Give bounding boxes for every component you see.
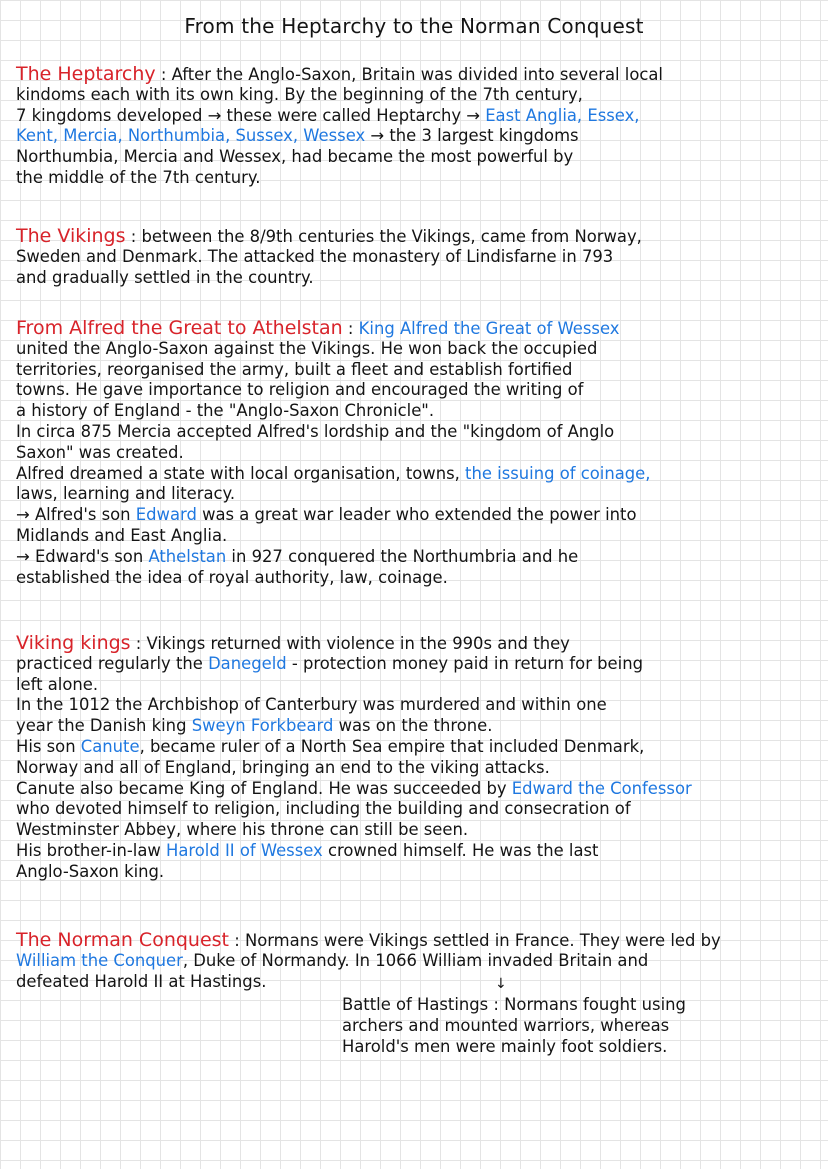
text-segment: : Vikings returned with violence in the 990s and they <box>130 634 570 653</box>
highlighted-term: King Alfred the Great of Wessex <box>358 319 620 338</box>
text-line <box>16 380 816 401</box>
section-norman-conquest <box>16 930 816 992</box>
text-segment: In circa 875 Mercia accepted Alfred's lordship and the "kingdom of Anglo <box>16 421 615 441</box>
text-segment: Westminster Abbey, where his throne can still be seen. <box>16 820 469 840</box>
section-heading: The Heptarchy <box>16 63 156 85</box>
text-line <box>16 547 816 568</box>
text-line <box>16 126 816 147</box>
text-line <box>16 675 816 696</box>
text-segment: Anglo-Saxon king. <box>16 861 165 881</box>
text-line <box>16 930 816 951</box>
text-line <box>16 106 816 127</box>
text-segment: laws, learning and literacy. <box>16 484 236 504</box>
battle-line: archers and mounted warriors, whereas <box>342 1015 670 1035</box>
highlighted-term: Edward <box>135 505 197 525</box>
text-line <box>16 318 816 339</box>
highlighted-term: Harold II of Wessex <box>166 840 323 860</box>
highlighted-term: Athelstan <box>148 546 227 566</box>
text-line <box>16 526 816 547</box>
text-segment: in 927 conquered the Northumbria and he <box>226 546 579 566</box>
text-segment: - protection money paid in return for being <box>286 653 643 673</box>
text-segment: territories, reorganised the army, built a fleet and establish fortified <box>16 359 573 379</box>
arrow-down-icon: ↓ <box>495 976 507 992</box>
text-segment: , became ruler of a North Sea empire that included Denmark, <box>139 736 645 756</box>
text-line <box>16 862 816 883</box>
text-segment: Canute also became King of England. He was succeeded by <box>16 778 512 798</box>
text-segment: Norway and all of England, bringing an end to the viking attacks. <box>16 757 550 777</box>
text-line <box>16 654 816 675</box>
text-line <box>16 779 816 800</box>
section-heptarchy <box>16 64 816 189</box>
section-alfred-to-athelstan <box>16 318 816 588</box>
text-line <box>16 64 816 85</box>
text-line <box>16 484 816 505</box>
text-line <box>16 147 816 168</box>
text-segment: a history of England - the "Anglo-Saxon Chronicle". <box>16 401 435 421</box>
text-line <box>16 820 816 841</box>
text-line <box>16 716 816 737</box>
text-segment: who devoted himself to religion, including the building and consecration of <box>16 799 631 819</box>
text-line <box>16 85 816 106</box>
text-segment: Northumbia, Mercia and Wessex, had became the most powerful by <box>16 147 574 167</box>
text-segment: towns. He gave importance to religion and encouraged the writing of <box>16 380 584 400</box>
highlighted-term: Kent, Mercia, Northumbia, Sussex, Wessex <box>16 126 366 146</box>
text-segment: → the 3 largest kingdoms <box>365 126 579 146</box>
text-line <box>16 401 816 422</box>
text-segment: year the Danish king <box>16 716 192 736</box>
battle-of-hastings-note <box>342 995 822 1057</box>
highlighted-term: the issuing of coinage, <box>465 463 651 483</box>
text-line <box>16 505 816 526</box>
text-segment: was on the throne. <box>333 716 493 736</box>
highlighted-term: William the Conquer <box>16 950 183 970</box>
text-segment: the middle of the 7th century. <box>16 167 261 187</box>
text-line <box>16 226 816 247</box>
text-segment: Saxon" was created. <box>16 442 184 462</box>
text-segment: Midlands and East Anglia. <box>16 525 228 545</box>
highlighted-term: Sweyn Forkbeard <box>191 716 334 736</box>
text-segment: practiced regularly the <box>16 653 209 673</box>
text-line <box>16 464 816 485</box>
battle-line: Battle of Hastings : Normans fought using <box>342 995 686 1014</box>
section-heading: From Alfred the Great to Athelstan <box>16 317 343 339</box>
text-segment: → Edward's son <box>16 546 149 566</box>
highlighted-term: Danegeld <box>208 653 287 673</box>
text-line <box>16 799 816 820</box>
text-segment: : Normans were Vikings settled in France. They were led by <box>229 931 721 950</box>
text-line <box>16 360 816 381</box>
text-segment: defeated Harold II at Hastings. <box>16 971 267 991</box>
text-line <box>16 737 816 758</box>
text-line <box>16 568 816 589</box>
text-segment: was a great war leader who extended the power into <box>196 505 637 525</box>
text-line <box>16 247 816 268</box>
text-line <box>16 422 816 443</box>
text-line <box>16 168 816 189</box>
text-segment: : After the Anglo-Saxon, Britain was divided into several local <box>155 65 663 84</box>
section-heading: The Norman Conquest <box>16 929 229 951</box>
text-segment: → Alfred's son <box>16 505 136 525</box>
text-line <box>16 972 816 993</box>
text-line <box>16 268 816 289</box>
text-segment: united the Anglo-Saxon against the Vikings. He won back the occupied <box>16 338 598 358</box>
text-line <box>16 758 816 779</box>
text-segment: kindoms each with its own king. By the beginning of the 7th century, <box>16 84 583 104</box>
text-segment: Alfred dreamed a state with local organisation, towns, <box>16 463 466 483</box>
highlighted-term: Canute <box>80 736 140 756</box>
text-segment: , Duke of Normandy. In 1066 William invaded Britain and <box>182 950 649 970</box>
text-line <box>16 443 816 464</box>
section-heading: Viking kings <box>16 632 131 654</box>
battle-line: Harold's men were mainly foot soldiers. <box>342 1036 668 1056</box>
section-heading: The Vikings <box>16 225 126 247</box>
text-segment: established the idea of royal authority, law, coinage. <box>16 567 448 587</box>
text-segment: His brother-in-law <box>16 840 167 860</box>
section-viking-kings <box>16 633 816 883</box>
text-line <box>16 695 816 716</box>
highlighted-term: East Anglia, Essex, <box>485 105 640 125</box>
text-segment: His son <box>16 736 81 756</box>
text-line <box>16 841 816 862</box>
text-segment: : between the 8/9th centuries the Vikings, came from Norway, <box>125 227 642 246</box>
text-line <box>16 951 816 972</box>
page-title: From the Heptarchy to the Norman Conquest <box>184 14 644 38</box>
text-segment: In the 1012 the Archbishop of Canterbury was murdered and within one <box>16 695 607 715</box>
text-line <box>16 633 816 654</box>
highlighted-term: Edward the Confessor <box>511 778 692 798</box>
section-vikings <box>16 226 816 288</box>
text-segment: left alone. <box>16 674 99 694</box>
text-segment: and gradually settled in the country. <box>16 267 314 287</box>
text-line <box>16 339 816 360</box>
text-segment: Sweden and Denmark. The attacked the monastery of Lindisfarne in 793 <box>16 246 614 266</box>
text-segment: : <box>342 319 359 338</box>
text-segment: 7 kingdoms developed → these were called Heptarchy → <box>16 105 486 125</box>
text-segment: crowned himself. He was the last <box>322 840 599 860</box>
